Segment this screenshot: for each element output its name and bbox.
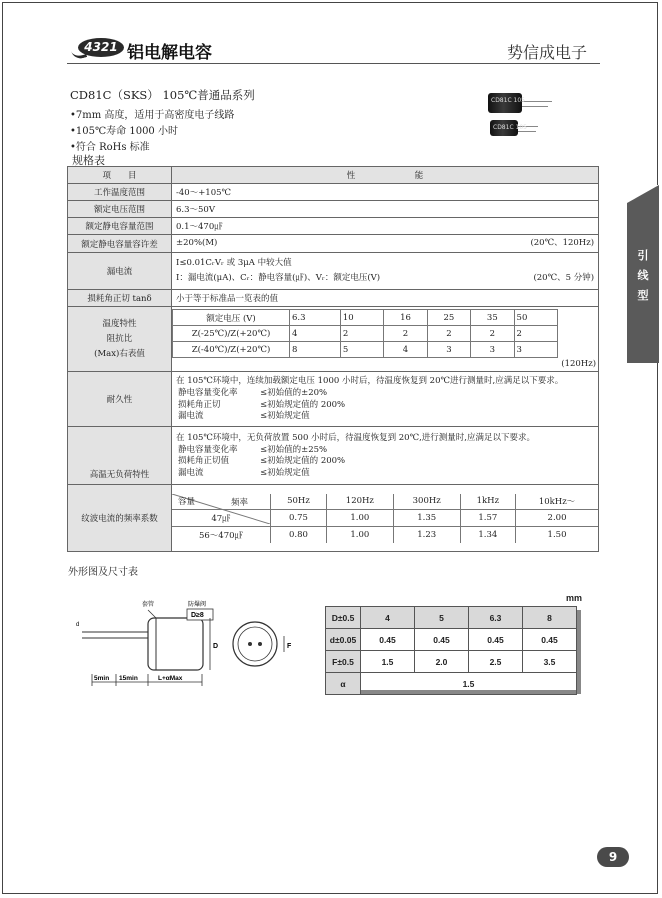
criteria-value: ≤初始值的±20%	[260, 388, 328, 399]
table-row	[68, 167, 599, 184]
ripple-cap: 47㎌	[172, 509, 271, 526]
criteria-key: 静电容量变化率	[178, 444, 238, 455]
side-tab-char: 线	[637, 269, 649, 282]
tolerance-condition: (20℃、120Hz)	[530, 238, 595, 248]
corner-cap-label: 容量	[178, 496, 196, 507]
cap-range-label: 额定静电容量范围	[68, 218, 172, 235]
shelf-label: 高温无负荷特性	[68, 427, 172, 485]
shelf-criteria	[176, 445, 594, 480]
endurance-intro: 在 105℃环境中，连续加载额定电压 1000 小时后，待温度恢复到 20℃进行测量时,应满足以下要求。	[176, 376, 564, 387]
F-label: F	[287, 643, 292, 650]
criteria-value: ≤初始规定值	[260, 467, 310, 478]
dim-key: F±0.5	[326, 651, 361, 673]
leakage-formula: I≤0.01CᵣVᵣ 或 3μA 中较大值	[176, 258, 292, 268]
spec-table	[67, 166, 599, 552]
ripple-freq: 120Hz	[326, 494, 393, 510]
dim-key: D±0.5	[326, 607, 361, 629]
ripple-cell	[172, 485, 599, 552]
ripple-value: 1.50	[516, 526, 599, 543]
ripple-cap: 56～470㎌	[172, 526, 271, 543]
lmax-label: L+αMax	[158, 675, 183, 682]
criteria-value: ≤初始规定值	[260, 411, 310, 422]
table-row	[326, 607, 577, 629]
table-row	[326, 673, 577, 695]
table-row	[68, 290, 599, 307]
feature-bullet: •105℃寿命 1000 小时	[70, 126, 178, 137]
impedance-header: 额定电压 (V)	[173, 310, 290, 326]
dim-value: 0.45	[361, 629, 415, 651]
criteria-value: ≤初始值的±25%	[260, 444, 328, 455]
company-name: 势信成电子	[506, 43, 587, 62]
ripple-freq: 50Hz	[271, 494, 327, 510]
criteria-key: 漏电流	[178, 411, 204, 422]
lead-wire	[520, 106, 548, 107]
ripple-freq: 1kHz	[460, 494, 515, 510]
voltage-label: 额定电压范围	[68, 201, 172, 218]
ripple-value: 0.80	[271, 526, 327, 543]
impedance-cell: 5	[340, 342, 383, 358]
impedance-label-line: 阻抗比	[106, 333, 133, 344]
ripple-table	[172, 494, 598, 543]
d-label: d	[76, 622, 80, 628]
D-label: D	[213, 643, 219, 650]
ripple-value: 1.23	[393, 526, 460, 543]
endurance-cell	[172, 372, 599, 427]
table-row	[172, 494, 598, 510]
ripple-freq: 300Hz	[393, 494, 460, 510]
ripple-value: 1.35	[393, 509, 460, 526]
capacitor-image: CD81C 105	[490, 120, 518, 136]
impedance-header: 50	[514, 310, 557, 326]
voltage-value: 6.3～50V	[172, 201, 599, 218]
unit-label: mm	[566, 593, 583, 603]
impedance-table	[172, 309, 558, 358]
dim-value: 0.45	[523, 629, 577, 651]
table-row	[326, 651, 577, 673]
impedance-cell: 2	[384, 326, 427, 342]
impedance-cell	[172, 307, 599, 372]
outline-drawing	[70, 596, 300, 688]
temp-value: -40～+105℃	[172, 184, 599, 201]
impedance-cell: Z(-25℃)/Z(+20℃)	[173, 326, 290, 342]
end-view	[233, 622, 277, 666]
table-row	[326, 629, 577, 651]
impedance-cell: 4	[384, 342, 427, 358]
table-shadow	[577, 610, 581, 694]
header-divider	[67, 63, 600, 64]
impedance-cell: Z(-40℃)/Z(+20℃)	[173, 342, 290, 358]
table-row	[68, 235, 599, 253]
lead-dot	[258, 642, 262, 646]
table-row	[173, 310, 558, 326]
impedance-cell: 3	[471, 342, 514, 358]
table-row	[68, 218, 599, 235]
impedance-label-line: (Max)右表值	[94, 348, 145, 359]
tolerance-label: 额定静电容量容许差	[68, 235, 172, 253]
table-row	[173, 342, 558, 358]
impedance-cell: 2	[340, 326, 383, 342]
corner-freq-label: 频率	[230, 497, 248, 508]
feature-bullet: •7mm 高度，适用于高密度电子线路	[70, 110, 235, 121]
m2-label: 15min	[119, 675, 138, 682]
impedance-header: 6.3	[290, 310, 341, 326]
leakage-condition: (20℃、5 分钟)	[533, 273, 595, 283]
criteria-key: 静电容量变化率	[178, 388, 238, 399]
impedance-label-line: 温度特性	[102, 318, 137, 329]
leakage-legend: I：漏电流(μA)、Cᵣ：静电容量(㎌)、Vᵣ：额定电压(V)	[176, 273, 381, 283]
header-performance: 性 能	[172, 167, 599, 184]
ripple-value: 2.00	[516, 509, 599, 526]
cap-range-value: 0.1～470㎌	[172, 218, 599, 235]
dim-header: 6.3	[469, 607, 523, 629]
header-item: 项 目	[68, 167, 172, 184]
dim-value: 2.5	[469, 651, 523, 673]
tolerance-cell	[172, 235, 599, 253]
dim-header: 5	[415, 607, 469, 629]
m1-label: 5min	[94, 675, 110, 682]
impedance-cell: 4	[290, 326, 341, 342]
criteria-key: 损耗角正切	[178, 399, 221, 410]
ripple-corner	[172, 494, 271, 510]
dim-value: 3.5	[523, 651, 577, 673]
tolerance-value: ±20%(M)	[176, 238, 218, 248]
dim-value: 0.45	[469, 629, 523, 651]
impedance-header: 35	[471, 310, 514, 326]
shelf-intro: 在 105℃环境中，无负荷放置 500 小时后，待温度恢复到 20℃,进行测量时,应满足以下要求。	[176, 432, 535, 443]
table-row	[68, 485, 599, 552]
table-row	[68, 427, 599, 485]
side-tab-char: 引	[637, 249, 649, 262]
dim-header: 4	[361, 607, 415, 629]
dim-key: d±0.05	[326, 629, 361, 651]
dmin-label: D≥8	[191, 612, 204, 619]
table-row	[68, 184, 599, 201]
ripple-value: 1.34	[460, 526, 515, 543]
impedance-header: 10	[340, 310, 383, 326]
impedance-cell: 2	[427, 326, 470, 342]
tand-label: 损耗角正切 tanδ	[68, 290, 172, 307]
brand-title: 铝电解电容	[127, 43, 212, 63]
leader-line	[148, 610, 156, 618]
temp-label: 工作温度范围	[68, 184, 172, 201]
ripple-value: 0.75	[271, 509, 327, 526]
impedance-header: 25	[427, 310, 470, 326]
impedance-cell: 3	[514, 342, 557, 358]
impedance-cell: 2	[514, 326, 557, 342]
impedance-cell: 8	[290, 342, 341, 358]
side-tab-notch	[627, 185, 659, 203]
lead-dot	[248, 642, 252, 646]
impedance-header: 16	[384, 310, 427, 326]
dim-value: 1.5	[361, 673, 577, 695]
table-row	[173, 326, 558, 342]
lead-wire	[516, 131, 536, 132]
brand-logo: 4321	[78, 38, 124, 57]
impedance-condition: (120Hz)	[561, 359, 597, 369]
dim-value: 0.45	[415, 629, 469, 651]
ripple-value: 1.00	[326, 526, 393, 543]
ripple-value: 1.00	[326, 509, 393, 526]
endurance-criteria	[176, 388, 594, 423]
criteria-value: ≤初始规定值的 200%	[260, 456, 346, 467]
leakage-cell	[172, 253, 599, 290]
criteria-key: 损耗角正切值	[178, 456, 230, 467]
criteria-value: ≤初始规定值的 200%	[260, 399, 346, 410]
spec-table-label: 规格表	[72, 154, 105, 167]
impedance-cell: 2	[471, 326, 514, 342]
series-title: CD81C（SKS） 105℃普通品系列	[70, 88, 255, 102]
impedance-label	[68, 307, 172, 372]
dimension-table	[325, 606, 577, 695]
ripple-label: 纹波电流的频率系数	[68, 485, 172, 552]
criteria-key: 漏电流	[178, 467, 204, 478]
table-row	[68, 372, 599, 427]
side-tab	[627, 185, 659, 363]
ripple-freq: 10kHz～	[516, 494, 599, 510]
page-number: 9	[597, 847, 629, 867]
sleeve-label: 套管	[142, 602, 155, 608]
table-row	[68, 201, 599, 218]
dim-value: 2.0	[415, 651, 469, 673]
side-tab-char: 型	[637, 289, 649, 302]
table-row	[172, 526, 598, 543]
table-row	[68, 307, 599, 372]
shelf-cell	[172, 427, 599, 485]
endurance-label: 耐久性	[68, 372, 172, 427]
dim-value: 1.5	[361, 651, 415, 673]
vent-label: 防爆阀	[188, 602, 207, 608]
capacitor-image: CD81C 105	[488, 93, 522, 113]
ripple-value: 1.57	[460, 509, 515, 526]
dim-key: α	[326, 673, 361, 695]
tand-value: 小于等于标准品一览表的值	[172, 290, 599, 307]
dim-header: 8	[523, 607, 577, 629]
leakage-label: 漏电流	[68, 253, 172, 290]
dimensions-title: 外形图及尺寸表	[68, 567, 138, 578]
impedance-cell: 3	[427, 342, 470, 358]
feature-bullet: •符合 RoHs 标准	[70, 142, 150, 153]
table-row	[68, 253, 599, 290]
